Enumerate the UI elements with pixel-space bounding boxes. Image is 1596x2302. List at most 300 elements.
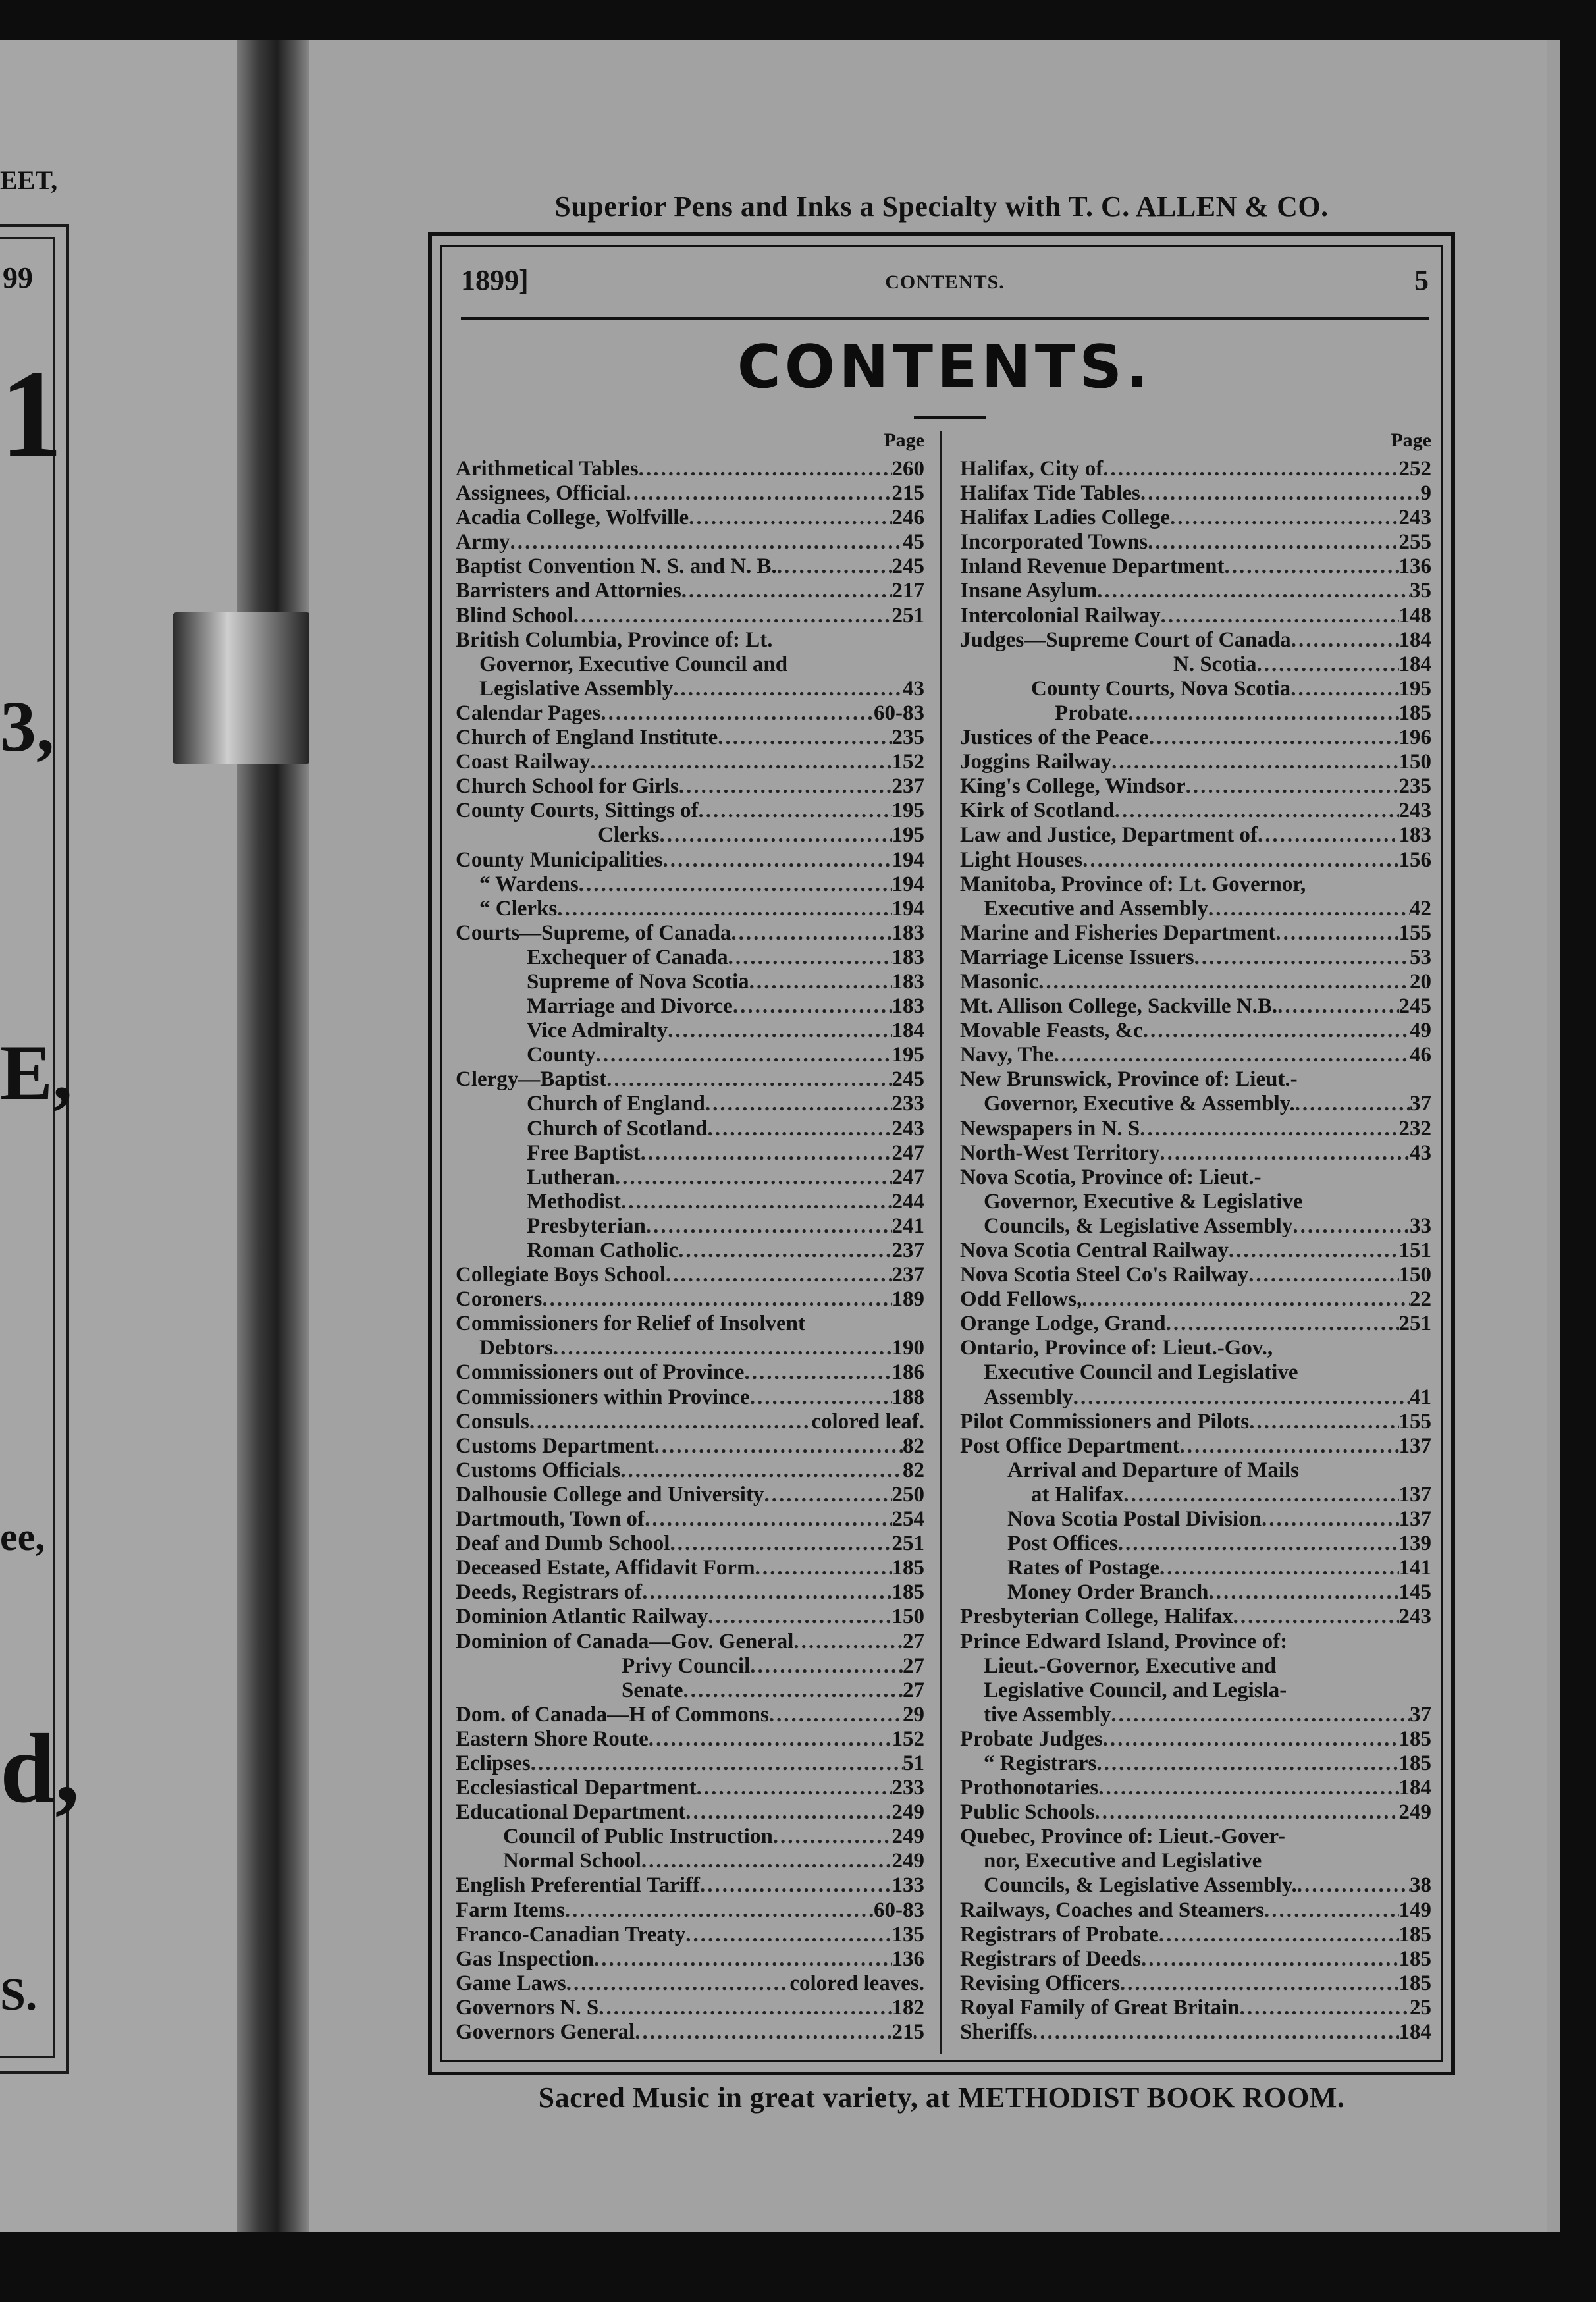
- contents-entry: [456, 579, 924, 603]
- dot-leader: [1277, 994, 1398, 1019]
- entry-label: New Brunswick, Province of: Lieut.-: [960, 1067, 1298, 1092]
- dot-leader: [700, 1873, 892, 1898]
- entry-label: Farm Items: [456, 1898, 565, 1922]
- dot-leader: [1249, 1410, 1398, 1434]
- dot-leader: [728, 946, 892, 970]
- left-page-fragment: ee,: [0, 1515, 45, 1559]
- dot-leader: [615, 1165, 892, 1190]
- dot-leader: [1194, 946, 1410, 970]
- dot-leader: [579, 872, 892, 897]
- contents-entry: [960, 1678, 1431, 1703]
- left-page-fragment: 1: [0, 345, 63, 483]
- dot-leader: [1128, 701, 1398, 726]
- contents-entry: [456, 848, 924, 872]
- entry-label: Kirk of Scotland: [960, 799, 1115, 823]
- entry-label: Educational Department: [456, 1800, 686, 1825]
- entry-page-number: 60-83: [874, 701, 924, 725]
- entry-label: Dom. of Canada—H of Commons: [456, 1702, 769, 1726]
- entry-page-number: 152: [891, 750, 924, 774]
- contents-entry: [960, 970, 1431, 994]
- entry-page-number: 33: [1410, 1214, 1431, 1238]
- dot-leader: [685, 1923, 891, 1947]
- dot-leader: [1306, 872, 1431, 897]
- entry-page-number: 249: [1398, 1800, 1431, 1825]
- dot-leader: [573, 604, 892, 628]
- entry-label: Nova Scotia Central Railway: [960, 1239, 1229, 1262]
- entry-page-number: 137: [1398, 1433, 1431, 1458]
- entry-page-number: 45: [903, 530, 924, 554]
- running-head-year: 1899]: [461, 264, 529, 296]
- entry-label: King's College, Windsor: [960, 774, 1186, 799]
- contents-entry: [960, 653, 1431, 677]
- entry-page-number: 27: [903, 1678, 924, 1702]
- contents-entry: [456, 1092, 924, 1116]
- dot-leader: [769, 1703, 903, 1727]
- entry-page-number: 243: [1398, 799, 1431, 823]
- dot-leader: [793, 1630, 903, 1654]
- entry-page-number: 250: [891, 1482, 924, 1507]
- entry-page-number: 194: [891, 872, 924, 896]
- contents-entry: [456, 1287, 924, 1312]
- entry-label: Collegiate Boys School: [456, 1263, 666, 1287]
- left-page-fragment: EET,: [0, 165, 58, 195]
- contents-entry: [456, 872, 924, 897]
- bottom-advert-banner: Sacred Music in great variety, at METHODIST BOOK ROOM.: [538, 2081, 1345, 2114]
- contents-entry: [456, 1678, 924, 1703]
- dot-leader: [510, 530, 903, 554]
- dot-leader: [749, 970, 892, 994]
- contents-entry: [960, 2020, 1431, 2045]
- entry-page-number: 37: [1410, 1702, 1431, 1726]
- entry-label: Marine and Fisheries Department: [960, 921, 1276, 945]
- contents-entry: [960, 1923, 1431, 1947]
- dot-leader: [1115, 799, 1399, 823]
- entry-label: Revising Officers: [960, 1971, 1120, 1995]
- entry-label: tive Assembly: [984, 1702, 1111, 1726]
- contents-entry: [456, 1630, 924, 1654]
- entry-label: Light Houses: [960, 847, 1083, 872]
- contents-entry: [456, 1336, 924, 1360]
- contents-entry: [960, 481, 1431, 506]
- dot-leader: [1225, 554, 1399, 579]
- entry-page-number: 136: [891, 1946, 924, 1971]
- contents-entry: [456, 481, 924, 506]
- dot-leader: [1258, 823, 1399, 847]
- entry-label: Councils, & Legislative Assembly: [984, 1214, 1293, 1238]
- entry-label: Halifax Ladies College: [960, 506, 1170, 530]
- entry-page-number: 245: [891, 1067, 924, 1092]
- page-column-label: Page: [1391, 429, 1431, 451]
- entry-page-number: 82: [903, 1458, 924, 1482]
- entry-label: Councils, & Legislative Assembly.: [984, 1873, 1297, 1898]
- entry-page-number: 196: [1398, 726, 1431, 750]
- contents-entry: [960, 579, 1431, 603]
- contents-entry: [960, 1019, 1431, 1043]
- entry-label: Clerks: [598, 823, 660, 847]
- contents-entry: [456, 1459, 924, 1483]
- contents-entry: [456, 1190, 924, 1214]
- entry-label: Commissioners for Relief of Insolvent: [456, 1312, 805, 1336]
- contents-entry: [960, 1971, 1431, 1996]
- entry-label: Assignees, Official: [456, 481, 626, 506]
- contents-entry: [456, 1434, 924, 1459]
- contents-entry: [960, 1141, 1431, 1165]
- entry-page-number: 241: [891, 1214, 924, 1238]
- entry-label: Army: [456, 530, 510, 554]
- contents-entry: [456, 1532, 924, 1556]
- entry-label: Railways, Coaches and Steamers: [960, 1898, 1264, 1922]
- entry-page-number: 149: [1398, 1898, 1431, 1922]
- entry-page-number: 195: [891, 823, 924, 847]
- entry-page-number: 255: [1398, 530, 1431, 554]
- contents-entry: [960, 872, 1431, 897]
- dot-leader: [1299, 1459, 1431, 1483]
- contents-entry: [456, 1605, 924, 1629]
- binding-clip: [173, 612, 311, 764]
- dot-leader: [649, 1727, 892, 1752]
- left-page-fragment: E,: [0, 1029, 73, 1116]
- entry-page-number: 182: [891, 1995, 924, 2020]
- contents-entry: [960, 1336, 1431, 1360]
- entry-page-number: 184: [1398, 628, 1431, 652]
- contents-entry: [960, 677, 1431, 701]
- contents-entry: [456, 457, 924, 481]
- entry-label: Justices of the Peace: [960, 726, 1149, 750]
- dot-leader: [718, 726, 891, 750]
- dot-leader: [707, 1117, 891, 1141]
- dot-leader: [1209, 1580, 1399, 1605]
- contents-entry: [456, 530, 924, 554]
- dot-leader: [697, 1776, 892, 1800]
- entry-page-number: 37: [1410, 1092, 1431, 1116]
- dot-leader: [1038, 970, 1410, 994]
- contents-entry: [456, 554, 924, 579]
- contents-entry: [960, 1532, 1431, 1556]
- dot-leader: [1290, 677, 1398, 701]
- dot-leader: [641, 1849, 892, 1873]
- entry-page-number: 150: [1398, 750, 1431, 774]
- entry-page-number: 185: [891, 1556, 924, 1580]
- contents-entry: [456, 1360, 924, 1385]
- dot-leader: [744, 1360, 891, 1385]
- entry-page-number: 183: [891, 994, 924, 1019]
- contents-entry: [456, 1752, 924, 1776]
- dot-leader: [1148, 530, 1398, 554]
- entry-page-number: 251: [891, 1532, 924, 1556]
- entry-label: Executive Council and Legislative: [984, 1360, 1298, 1385]
- contents-entry: [960, 457, 1431, 481]
- entry-label: Coroners: [456, 1287, 543, 1312]
- entry-page-number: 184: [1398, 2020, 1431, 2044]
- entry-label: Prothonotaries: [960, 1776, 1099, 1800]
- dot-leader: [1166, 1312, 1399, 1336]
- dot-leader: [1291, 628, 1399, 653]
- dot-leader: [625, 481, 891, 506]
- entry-page-number: 195: [891, 799, 924, 823]
- entry-label: Marriage and Divorce: [527, 994, 733, 1019]
- contents-entry: [960, 701, 1431, 726]
- entry-label: Courts—Supreme, of Canada: [456, 921, 732, 945]
- contents-entry: [456, 1580, 924, 1605]
- entry-page-number: 243: [891, 1116, 924, 1140]
- entry-page-number: 38: [1410, 1873, 1431, 1898]
- dot-leader: [553, 1336, 892, 1360]
- contents-entry: [960, 1800, 1431, 1825]
- entry-page-number: 9: [1420, 481, 1431, 506]
- contents-entry: [456, 970, 924, 994]
- entry-label: “ Registrars: [984, 1751, 1097, 1775]
- left-page-fragment: 3,: [0, 686, 55, 766]
- entry-page-number: 51: [903, 1751, 924, 1775]
- entry-page-number: 145: [1398, 1580, 1431, 1605]
- entry-label: Calendar Pages: [456, 701, 601, 725]
- entry-label: Public Schools: [960, 1800, 1095, 1825]
- dot-leader: [1111, 750, 1398, 774]
- entry-label: Navy, The: [960, 1043, 1054, 1067]
- contents-entry: [456, 1971, 924, 1996]
- dot-leader: [755, 1556, 892, 1580]
- entry-page-number: 246: [891, 506, 924, 530]
- contents-entry: [960, 1483, 1431, 1507]
- entry-label: Barristers and Attornies: [456, 579, 681, 603]
- entry-label: nor, Executive and Legislative: [984, 1849, 1262, 1873]
- entry-label: Supreme of Nova Scotia: [527, 969, 749, 994]
- dot-leader: [621, 1190, 892, 1214]
- contents-entry: [456, 1825, 924, 1849]
- entry-label: Masonic: [960, 969, 1039, 994]
- entry-page-number: 137: [1398, 1507, 1431, 1532]
- entry-label: Baptist Convention N. S. and N. B.: [456, 554, 777, 579]
- entry-page-number: 53: [1410, 945, 1431, 969]
- entry-page-number: 184: [1398, 652, 1431, 676]
- entry-label: Registrars of Probate: [960, 1922, 1159, 1946]
- entry-label: Royal Family of Great Britain: [960, 1995, 1240, 2020]
- contents-entry: [960, 1287, 1431, 1312]
- contents-entry: [456, 1239, 924, 1263]
- left-page-fragment: 99: [3, 261, 33, 294]
- contents-entry: [960, 1556, 1431, 1580]
- dot-leader: [1275, 921, 1398, 946]
- dot-leader: [1159, 1923, 1399, 1947]
- entry-label: Pilot Commissioners and Pilots: [960, 1409, 1250, 1433]
- entry-page-number: 141: [1398, 1556, 1431, 1580]
- contents-entry: [456, 1727, 924, 1752]
- entry-label: Acadia College, Wolfville: [456, 506, 689, 530]
- dot-leader: [679, 774, 892, 799]
- entry-label: Commissioners out of Province: [456, 1360, 745, 1385]
- entry-page-number: 139: [1398, 1532, 1431, 1556]
- entry-page-number: 237: [891, 1263, 924, 1287]
- entry-page-number: 155: [1398, 1409, 1431, 1433]
- entry-label: Lutheran: [527, 1165, 615, 1189]
- entry-label: Halifax Tide Tables: [960, 481, 1140, 506]
- dot-leader: [1159, 1141, 1410, 1165]
- contents-entry: [456, 750, 924, 774]
- contents-entry: [960, 1067, 1431, 1092]
- dot-leader: [606, 1067, 891, 1092]
- dot-leader: [1180, 1434, 1399, 1459]
- entry-page-number: 249: [891, 1800, 924, 1825]
- dot-leader: [1298, 1360, 1431, 1385]
- dot-leader: [1262, 1165, 1431, 1190]
- contents-entry: [960, 946, 1431, 970]
- contents-entry: [456, 1776, 924, 1800]
- entry-label: Exchequer of Canada: [527, 945, 728, 969]
- contents-entry: [456, 1654, 924, 1678]
- entry-label: Judges—Supreme Court of Canada: [960, 628, 1291, 652]
- dot-leader: [1140, 1117, 1398, 1141]
- contents-entry: [456, 1312, 924, 1336]
- entry-page-number: 20: [1410, 969, 1431, 994]
- entry-label: “ Wardens: [479, 872, 579, 896]
- dot-leader: [1170, 506, 1399, 530]
- dot-leader: [705, 1092, 892, 1116]
- entry-page-number: 135: [891, 1922, 924, 1946]
- entry-page-number: 27: [903, 1629, 924, 1653]
- dot-leader: [1257, 653, 1399, 677]
- entry-page-number: 235: [891, 726, 924, 750]
- dot-leader: [1103, 457, 1398, 481]
- dot-leader: [1273, 1336, 1431, 1360]
- dot-leader: [1149, 726, 1399, 750]
- contents-entry: [960, 799, 1431, 823]
- entry-label: Nova Scotia Steel Co's Railway: [960, 1263, 1249, 1287]
- entry-page-number: 185: [1398, 1946, 1431, 1971]
- entry-label: Privy Council: [622, 1653, 751, 1678]
- entry-label: Presbyterian College, Halifax: [960, 1605, 1233, 1629]
- dot-leader: [678, 1239, 891, 1263]
- contents-entry: [960, 1385, 1431, 1410]
- entry-page-number: 232: [1398, 1116, 1431, 1140]
- entry-label: Law and Justice, Department of: [960, 823, 1258, 847]
- entry-label: Dominion of Canada—Gov. General: [456, 1629, 794, 1653]
- dot-leader: [1287, 1678, 1431, 1703]
- contents-entry: [456, 1483, 924, 1507]
- dot-leader: [1140, 481, 1421, 506]
- book-spine: [237, 40, 309, 2232]
- contents-entry: [960, 1117, 1431, 1141]
- contents-entry: [960, 1849, 1431, 1873]
- dot-leader: [641, 1141, 892, 1165]
- entry-label: “ Clerks: [479, 896, 558, 921]
- entry-label: Church of England Institute: [456, 726, 718, 750]
- entry-page-number: 22: [1410, 1287, 1431, 1312]
- contents-entry: [456, 799, 924, 823]
- entry-page-number: 60-83: [874, 1898, 924, 1922]
- entry-page-number: 137: [1398, 1482, 1431, 1507]
- dot-leader: [764, 1483, 891, 1507]
- entry-page-number: 185: [1398, 1751, 1431, 1775]
- entry-page-number: 27: [903, 1653, 924, 1678]
- entry-label: Post Offices: [1007, 1532, 1118, 1556]
- entry-label: Governors General: [456, 2020, 635, 2044]
- contents-entry: [960, 1825, 1431, 1849]
- dot-leader: [639, 457, 892, 481]
- entry-label: North-West Territory: [960, 1140, 1160, 1165]
- entry-page-number: 43: [903, 676, 924, 701]
- entry-label: Executive and Assembly: [984, 896, 1209, 921]
- entry-page-number: 244: [891, 1189, 924, 1214]
- contents-entry: [960, 1727, 1431, 1752]
- dot-leader: [1082, 848, 1398, 872]
- entry-page-number: colored leaves.: [789, 1971, 924, 1995]
- entry-page-number: 215: [891, 481, 924, 506]
- entry-label: County Courts, Sittings of: [456, 799, 699, 823]
- contents-entry: [960, 1898, 1431, 1923]
- entry-page-number: 49: [1410, 1019, 1431, 1043]
- entry-page-number: 245: [891, 554, 924, 579]
- dot-leader: [531, 1752, 903, 1776]
- entry-label: Governor, Executive & Assembly.: [984, 1092, 1295, 1116]
- contents-entry: [960, 1507, 1431, 1532]
- entry-page-number: 183: [891, 969, 924, 994]
- entry-label: Consuls: [456, 1409, 529, 1433]
- dot-leader: [1285, 1825, 1431, 1849]
- dot-leader: [1032, 2020, 1399, 2045]
- entry-label: Lieut.-Governor, Executive and: [984, 1653, 1277, 1678]
- entry-page-number: 190: [891, 1336, 924, 1360]
- contents-entry: [456, 604, 924, 628]
- dot-leader: [1240, 1996, 1410, 2020]
- entry-label: Odd Fellows,: [960, 1287, 1082, 1312]
- contents-entry: [960, 1190, 1431, 1214]
- entry-label: Registrars of Deeds: [960, 1946, 1141, 1971]
- dot-leader: [673, 677, 903, 701]
- contents-entry: [456, 1873, 924, 1898]
- contents-entry: [456, 1067, 924, 1092]
- left-page-fragment: S.: [0, 1969, 38, 2020]
- dot-leader: [1161, 604, 1399, 628]
- entry-label: Halifax, City of: [960, 457, 1104, 481]
- entry-page-number: 251: [1398, 1312, 1431, 1336]
- contents-entry: [960, 1873, 1431, 1898]
- entry-label: Roman Catholic: [527, 1239, 679, 1262]
- contents-right-column: [960, 429, 1431, 2045]
- page-column-label: Page: [884, 429, 924, 451]
- entry-label: Sheriffs: [960, 2020, 1032, 2044]
- entry-label: Franco-Canadian Treaty: [456, 1922, 686, 1946]
- entry-label: Council of Public Instruction: [503, 1825, 773, 1849]
- entry-page-number: 184: [891, 1019, 924, 1043]
- dot-leader: [731, 921, 891, 946]
- dot-leader: [750, 1654, 903, 1678]
- contents-entry: [960, 994, 1431, 1019]
- entry-page-number: 184: [1398, 1776, 1431, 1800]
- contents-entry: [960, 1996, 1431, 2020]
- contents-entry: [456, 1947, 924, 1971]
- dot-leader: [1123, 1483, 1398, 1507]
- contents-entry: [456, 677, 924, 701]
- entry-label: Orange Lodge, Grand: [960, 1312, 1166, 1336]
- entry-page-number: 260: [891, 457, 924, 481]
- entry-label: Methodist: [527, 1189, 621, 1214]
- entry-page-number: 194: [891, 896, 924, 921]
- contents-entry: [456, 946, 924, 970]
- entry-label: Church of Scotland: [527, 1116, 708, 1140]
- entry-label: British Columbia, Province of: Lt.: [456, 628, 773, 652]
- contents-entry: [456, 628, 924, 653]
- dot-leader: [670, 1532, 891, 1556]
- contents-entry: [960, 554, 1431, 579]
- entry-label: Manitoba, Province of: Lt. Governor,: [960, 872, 1306, 896]
- dot-leader: [590, 750, 891, 774]
- contents-entry: [960, 1263, 1431, 1287]
- entry-page-number: 150: [1398, 1263, 1431, 1287]
- entry-page-number: 133: [891, 1873, 924, 1898]
- entry-label: Dalhousie College and University: [456, 1482, 764, 1507]
- entry-page-number: 155: [1398, 921, 1431, 945]
- entry-label: Marriage License Issuers: [960, 945, 1194, 969]
